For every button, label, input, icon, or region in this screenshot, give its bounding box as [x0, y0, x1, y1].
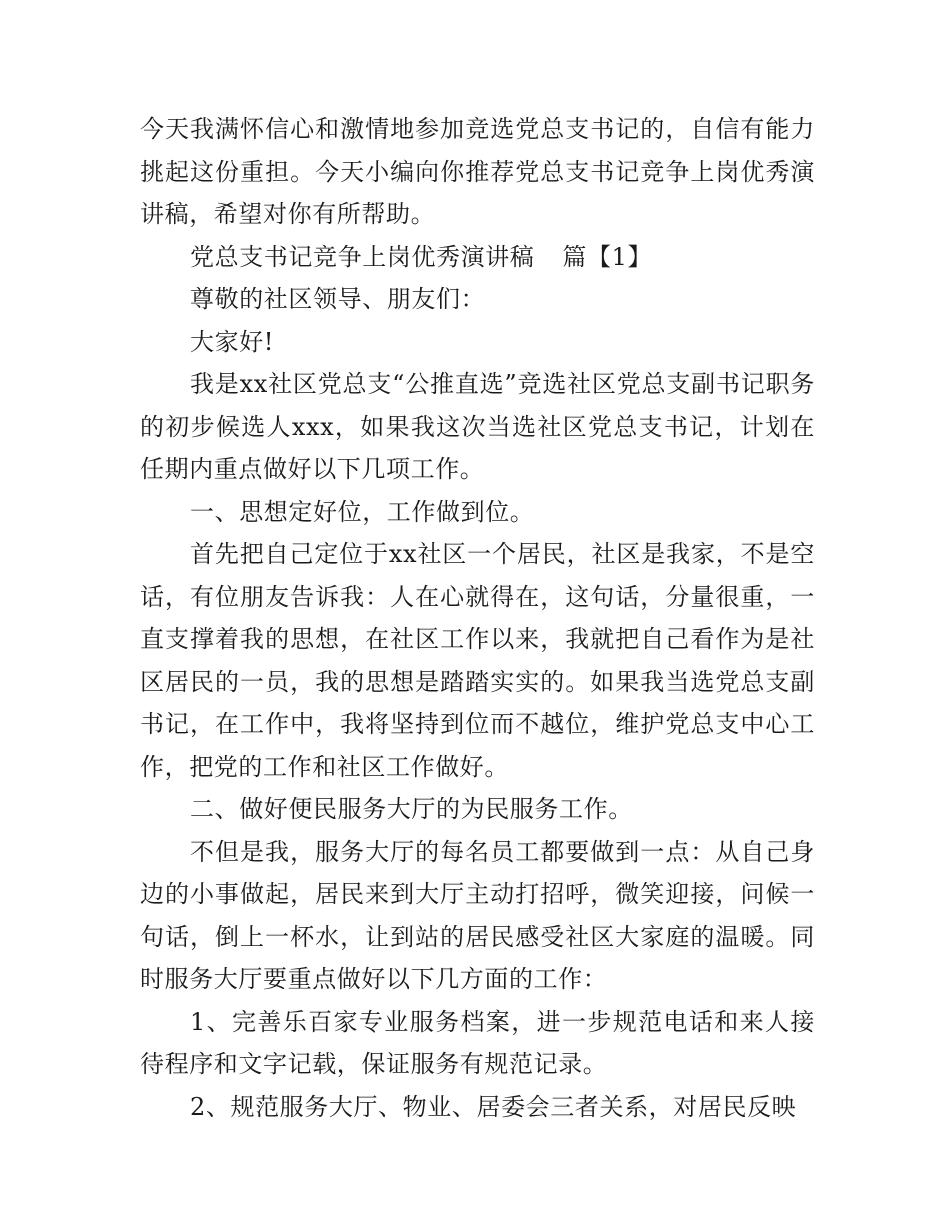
greeting: 大家好! [190, 327, 275, 356]
intro-paragraph: 今天我满怀信心和激情地参加竞选党总支书记的，自信有能力挑起这份重担。今天小编向你推荐党总支书记竞争上岗优秀演讲稿，希望对你有所帮助。 [140, 115, 815, 228]
salutation: 尊敬的社区领导、朋友们： [190, 285, 486, 313]
document-body [140, 108, 815, 1128]
article-part: 篇【1】 [562, 242, 653, 271]
article-title: 党总支书记竞争上岗优秀演讲稿 [190, 242, 535, 271]
list-item-2: 2、规范服务大厅、物业、居委会三者关系，对居民反映 [190, 1092, 797, 1121]
section-heading-2: 二、做好便民服务大厅的为民服务工作。 [190, 795, 633, 823]
paragraph-position: 首先把自己定位于xx社区一个居民，社区是我家，不是空话，有位朋友告诉我：人在心就得在，这句话，分量很重，一直支撑着我的思想，在社区工作以来，我就把自己看作为是社区居民的一员，我的思想是踏踏实实的。如果我当选党总支副书记，在工作中，我将坚持到位而不越位，维护党总支中心工作，把党的工作和社区工作做好。 [140, 540, 815, 781]
section-heading-1: 一、思想定好位，工作做到位。 [190, 497, 535, 526]
paragraph-candidate: 我是xx社区党总支“公推直选”竞选社区党总支副书记职务的初步候选人xxx，如果我这次当选社区党总支书记，计划在任期内重点做好以下几项工作。 [140, 370, 815, 483]
article-title-line [140, 236, 815, 279]
list-item-1: 1、完善乐百家专业服务档案，进一步规范电话和来人接待程序和文字记载，保证服务有规范记录。 [140, 1007, 815, 1078]
paragraph-service: 不但是我，服务大厅的每名员工都要做到一点：从自己身边的小事做起，居民来到大厅主动打招呼，微笑迎接，问候一句话，倒上一杯水，让到站的居民感受社区大家庭的温暖。同时服务大厅要重点做好以下几方面的工作： [140, 837, 815, 993]
